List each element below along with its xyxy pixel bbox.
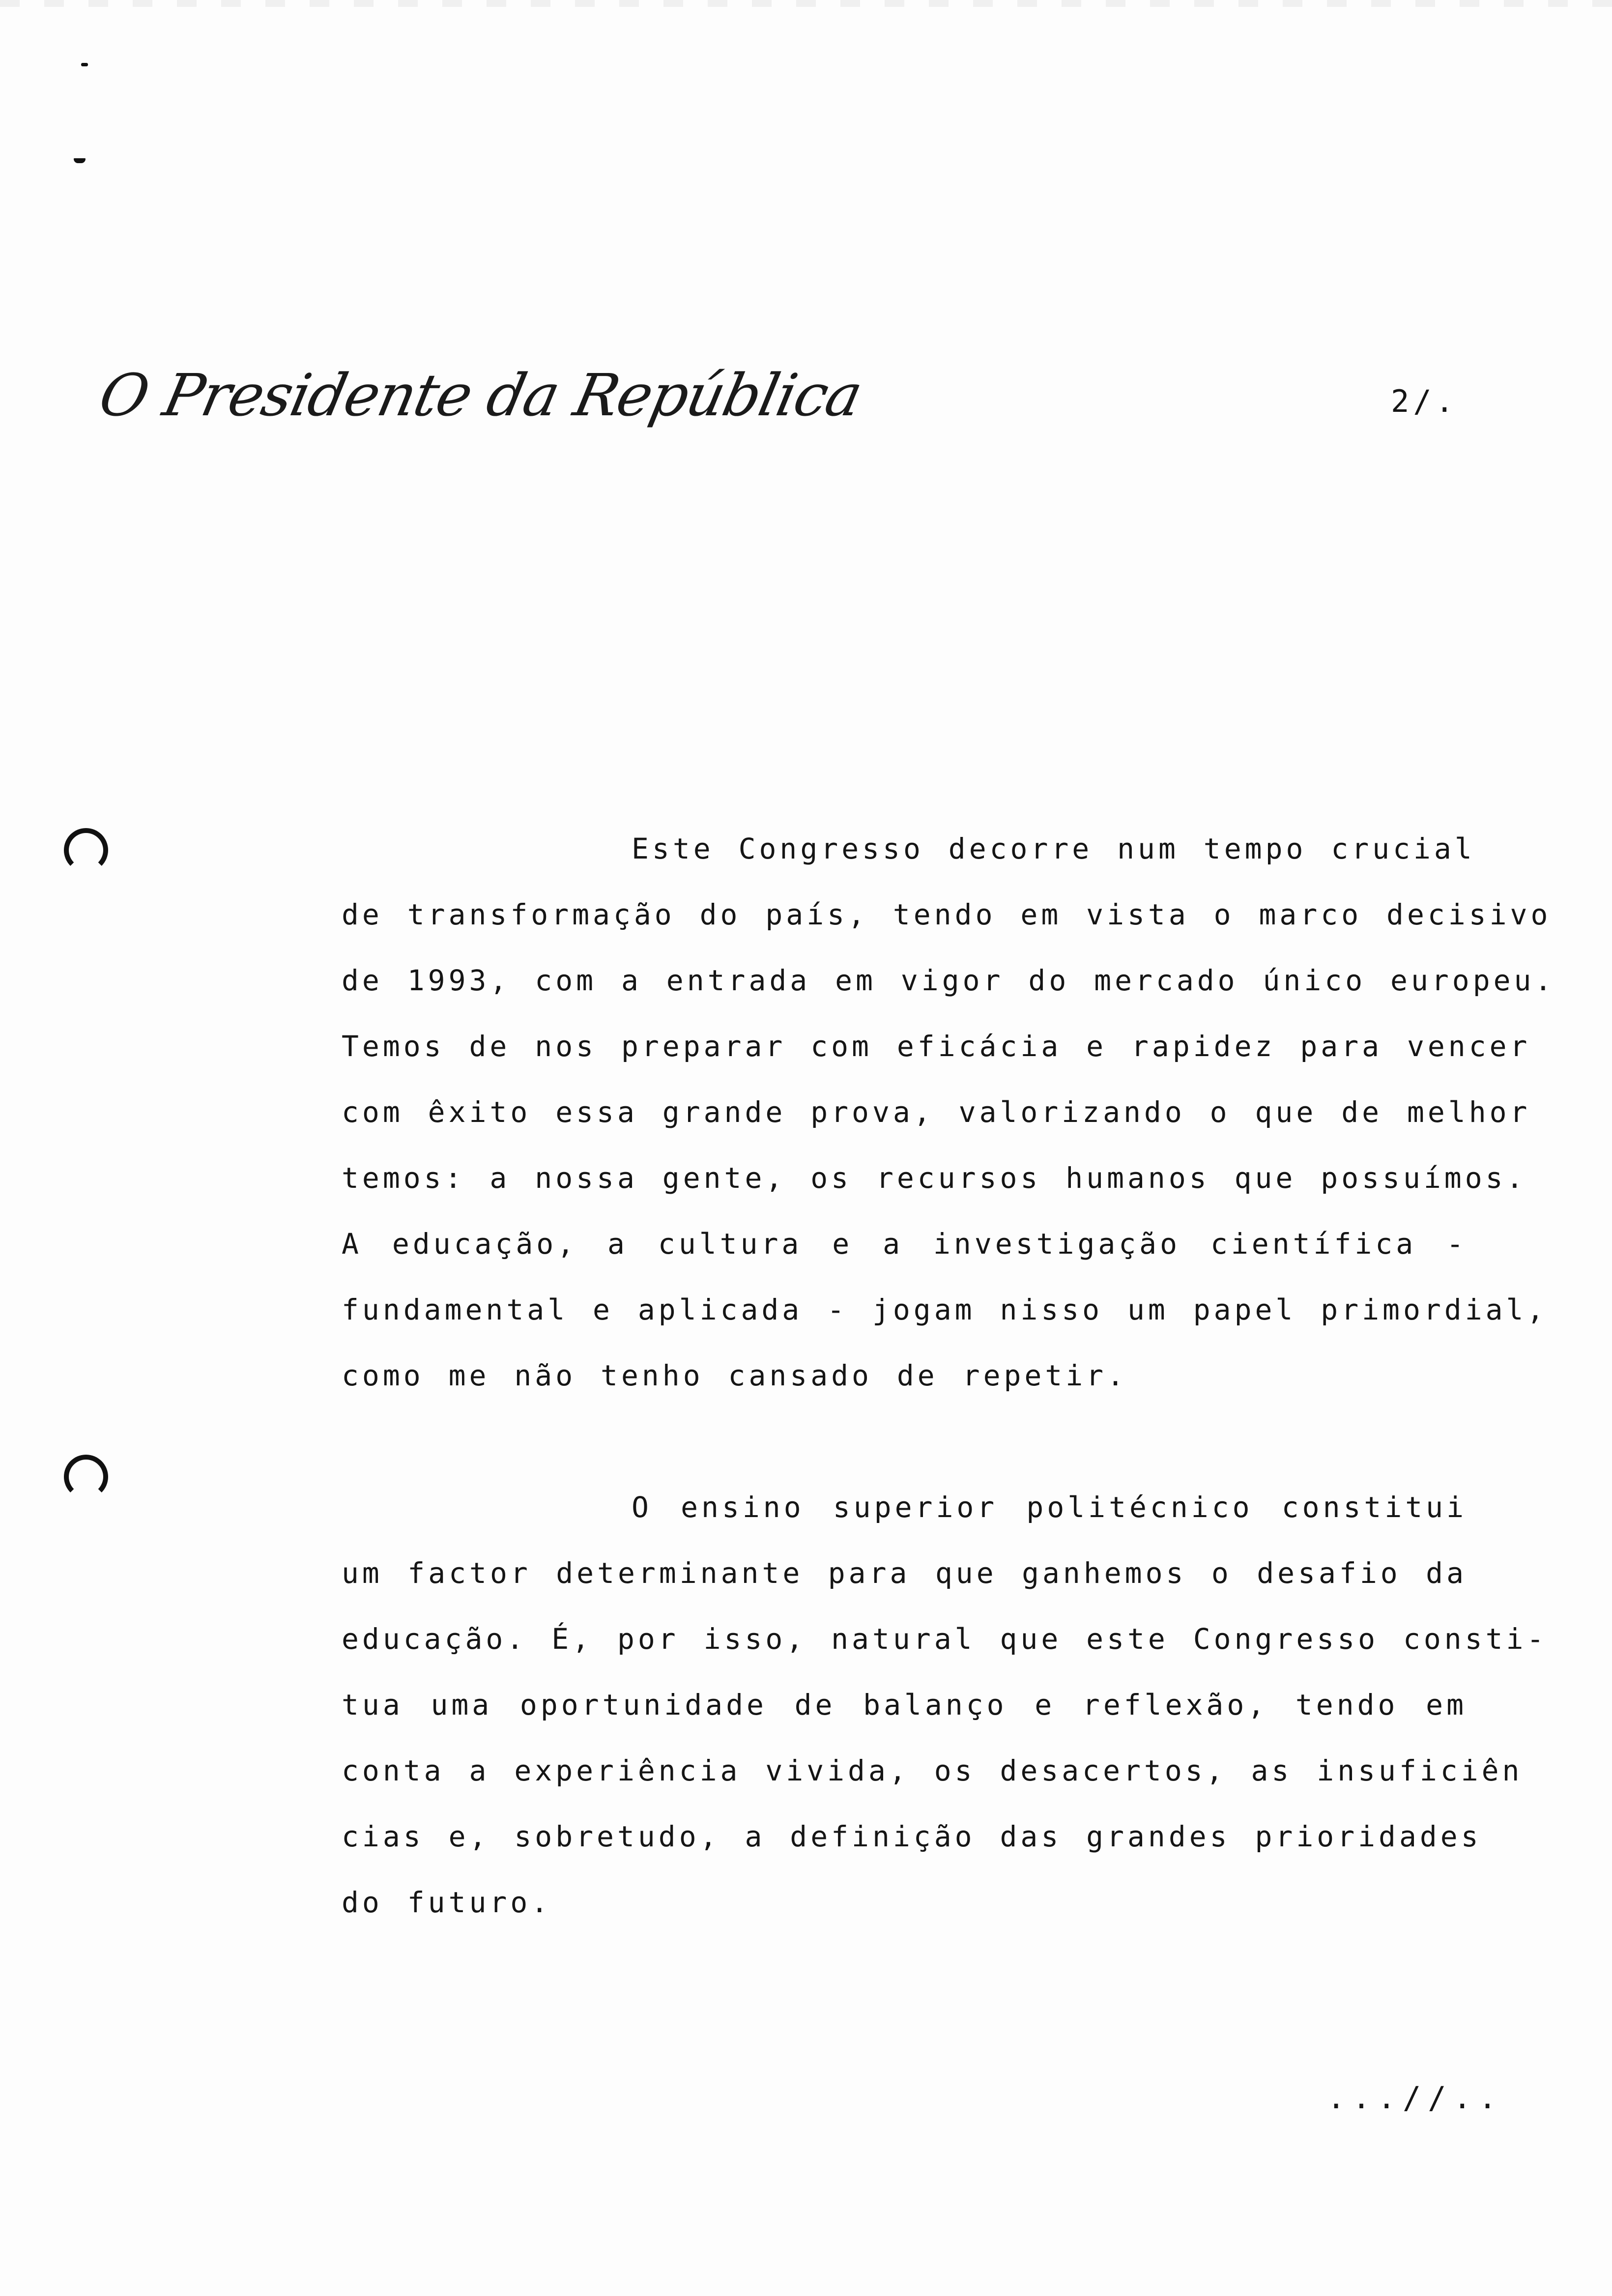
continuation-mark: ...//.. [1327,2080,1504,2116]
body-paragraph-2 [342,1474,1548,1935]
text-line: com êxito essa grande prova, valorizando o que de melhor [342,1095,1531,1129]
text-line: conta a experiência vivida, os desacertos, as insuficiên [342,1754,1523,1787]
text-line: um factor determinante para que ganhemos o desafio da [342,1556,1467,1590]
text-line: A educação, a cultura e a investigação científica - [342,1227,1467,1261]
text-line: cias e, sobretudo, a definição das grandes prioridades [342,1820,1482,1853]
paragraph-marker-arc [64,1455,108,1499]
text-line: Este Congresso decorre num tempo crucial [632,832,1475,865]
text-line: temos: a nossa gente, os recursos humanos que possuímos. [342,1161,1527,1195]
text-line: Temos de nos preparar com eficácia e rapidez para vencer [342,1030,1531,1063]
scan-edge-noise [0,0,1612,7]
body-paragraph-1 [342,816,1555,1408]
text-line: de transformação do país, tendo em vista o marco decisivo [342,898,1552,931]
text-line: educação. É, por isso, natural que este Congresso consti- [342,1622,1548,1656]
text-line: do futuro. [342,1886,552,1919]
text-line: fundamental e aplicada - jogam nisso um papel primordial, [342,1293,1548,1326]
punch-mark [81,63,88,66]
text-line: tua uma oportunidade de balanço e reflexão, tendo em [342,1688,1467,1722]
punch-mark [74,158,86,163]
text-line: como me não tenho cansado de repetir. [342,1359,1128,1392]
page-number: 2/. [1391,383,1458,419]
letterhead-title: O Presidente da República [93,361,868,429]
text-line: O ensino superior politécnico constitui [632,1491,1467,1524]
text-line: de 1993, com a entrada em vigor do mercado único europeu. [342,964,1555,997]
paragraph-marker-arc [64,828,108,872]
